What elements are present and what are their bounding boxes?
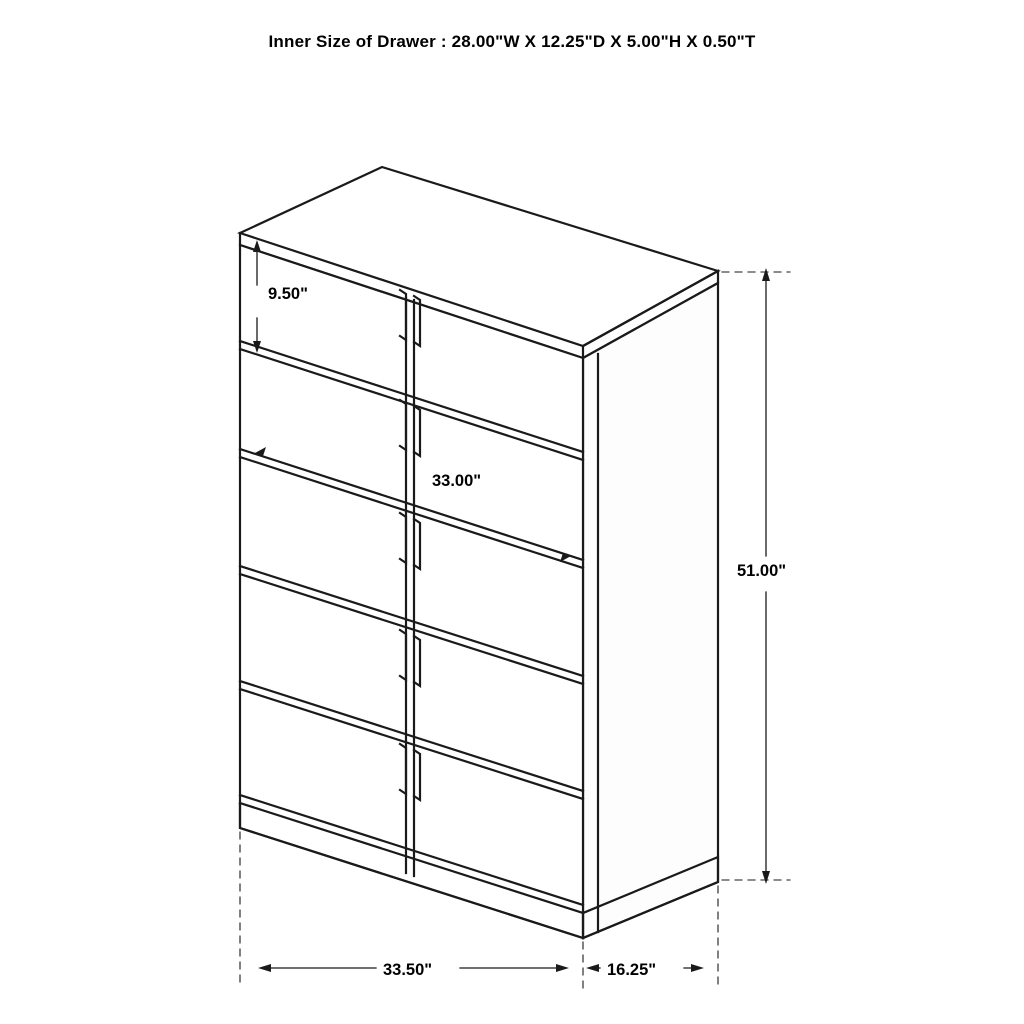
dimension-label-overall-width: 33.50" bbox=[383, 961, 433, 979]
dimension-label-overall-height: 51.00" bbox=[737, 562, 787, 580]
diagram-title: Inner Size of Drawer : 28.00"W X 12.25"D X 5.00"H X 0.50"T bbox=[268, 32, 756, 51]
dimension-label-front-width: 33.00" bbox=[432, 472, 482, 490]
dimension-label-top-drawer-height: 9.50" bbox=[268, 285, 308, 303]
chest-side-panel bbox=[583, 283, 718, 938]
dimension-label-overall-depth: 16.25" bbox=[607, 961, 657, 979]
